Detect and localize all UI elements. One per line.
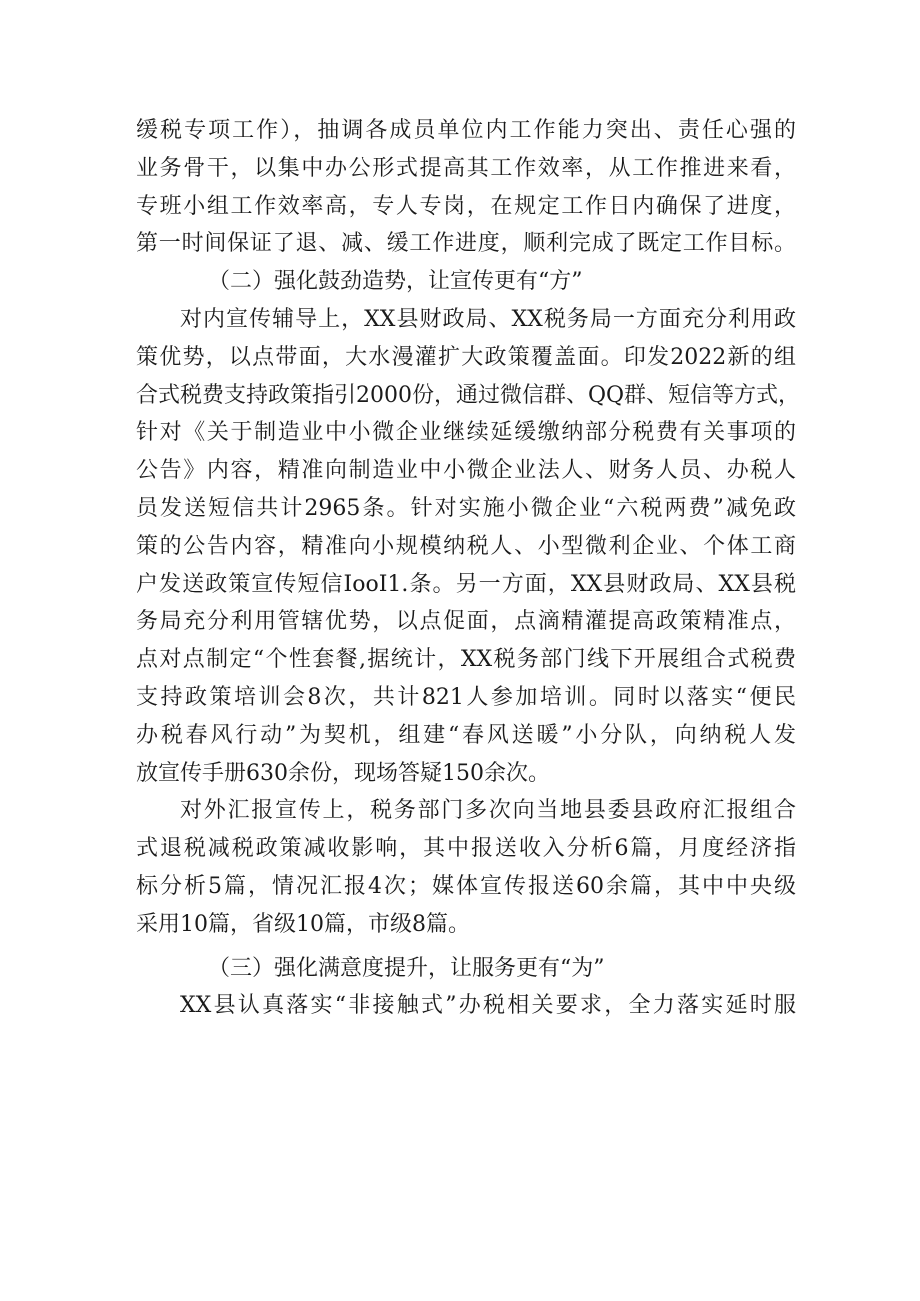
section-heading-3: （三）强化满意度提升，让服务更有“为” bbox=[208, 955, 605, 981]
text-line-1: 缓税专项工作），抽调各成员单位内工作能力突出、责任心强的 bbox=[136, 118, 796, 143]
text-line-19: 对外汇报宣传上，税务部门多次向当地县委县政府汇报组合 bbox=[180, 798, 796, 824]
section-heading-2: （二）强化鼓劲造势，让宣传更有“方” bbox=[208, 269, 583, 295]
text-line-9: 针对《关于制造业中小微企业继续延缓缴纳部分税费有关事项的 bbox=[136, 420, 796, 446]
text-line-24: XX县认真落实“非接触式”办税相关要求，全力落实延时服 bbox=[180, 993, 796, 1019]
text-line-22: 采用10篇，省级10篇，市级8篇。 bbox=[136, 911, 470, 937]
text-line-18: 放宣传手册630余份，现场答疑150余次。 bbox=[136, 760, 550, 786]
text-line-8: 合式税费支持政策指引2000份，通过微信群、QQ群、短信等方式， bbox=[136, 382, 801, 408]
document-body bbox=[136, 112, 801, 1025]
text-line-10: 公告》内容，精准向制造业中小微企业法人、财务人员、办税人 bbox=[136, 458, 796, 484]
text-line-20: 式退税减税政策减收影响，其中报送收入分析6篇，月度经济指 bbox=[136, 836, 796, 862]
text-line-21: 标分析5篇，情况汇报4次；媒体宣传报送60余篇，其中中央级 bbox=[136, 873, 796, 899]
text-line-2: 业务骨干，以集中办公形式提高其工作效率，从工作推进来看， bbox=[136, 155, 796, 181]
text-line-14: 务局充分利用管辖优势，以点促面，点滴精灌提高政策精准点， bbox=[136, 609, 796, 635]
text-line-17: 办税春风行动”为契机，组建“春风送暖”小分队，向纳税人发 bbox=[136, 722, 796, 748]
text-line-11: 员发送短信共计2965条。针对实施小微企业“六税两费”减免政 bbox=[136, 495, 796, 521]
text-line-4: 第一时间保证了退、减、缓工作进度，顺利完成了既定工作目标。 bbox=[136, 231, 796, 257]
text-line-3: 专班小组工作效率高，专人专岗，在规定工作日内确保了进度， bbox=[136, 193, 796, 219]
text-line-16: 支持政策培训会8次，共计821人参加培训。同时以落实“便民 bbox=[136, 684, 796, 710]
text-line-13: 户发送政策宣传短信IooI1.条。另一方面，XX县财政局、XX县税 bbox=[136, 571, 796, 597]
text-line-7: 策优势，以点带面，大水漫灌扩大政策覆盖面。印发2022新的组 bbox=[136, 344, 796, 370]
text-line-6: 对内宣传辅导上，XX县财政局、XX税务局一方面充分利用政 bbox=[180, 306, 796, 332]
text-line-12: 策的公告内容，精准向小规模纳税人、小型微利企业、个体工商 bbox=[136, 533, 796, 559]
text-line-15: 点对点制定“个性套餐,据统计，XX税务部门线下开展组合式税费 bbox=[136, 647, 796, 673]
